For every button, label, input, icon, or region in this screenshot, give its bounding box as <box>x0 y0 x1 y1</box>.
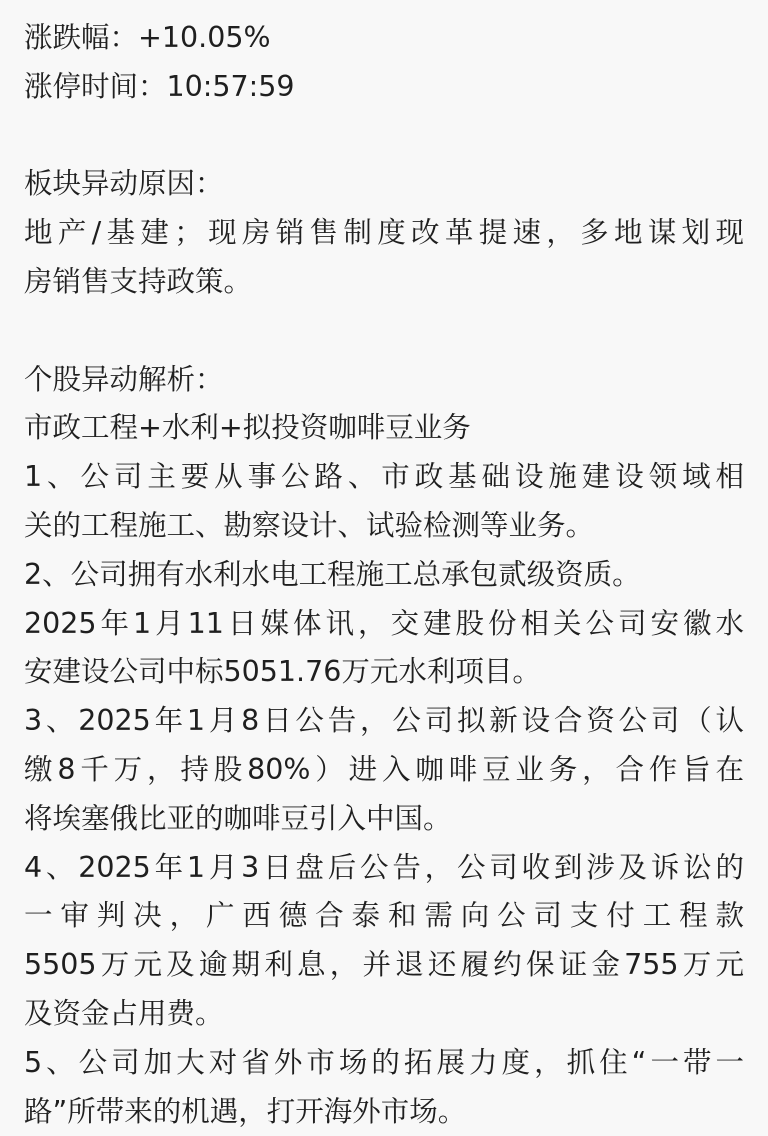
limit-time-label: 涨停时间： <box>24 69 167 103</box>
stock-line: 缴8千万，持股80%）进入咖啡豆业务，合作旨在 <box>24 752 744 786</box>
stock-line: 5505万元及逾期利息，并退还履约保证金755万元 <box>24 948 744 982</box>
change-value: +10.05% <box>138 21 271 54</box>
sector-line: 地产/基建；现房销售制度改革提速，多地谋划现 <box>24 216 744 250</box>
spacer <box>24 112 746 161</box>
limit-time-row <box>24 63 746 112</box>
stock-tags: 市政工程+水利+拟投资咖啡豆业务 <box>24 411 471 445</box>
stock-line: 3、2025年1月8日公告，公司拟新设合资公司（认 <box>24 704 744 738</box>
stock-line: 5、公司加大对省外市场的拓展力度，抓住“一带一 <box>24 1045 744 1079</box>
stock-heading: 个股异动解析： <box>24 362 224 396</box>
article-body <box>24 14 746 1136</box>
stock-line: 一审判决，广西德合泰和需向公司支付工程款 <box>24 899 744 933</box>
stock-line: 及资金占用费。 <box>24 996 224 1030</box>
stock-line: 4、2025年1月3日盘后公告，公司收到涉及诉讼的 <box>24 850 744 884</box>
stock-line: 路”所带来的机遇，打开海外市场。 <box>24 1094 467 1128</box>
stock-line: 将埃塞俄比亚的咖啡豆引入中国。 <box>24 801 452 835</box>
stock-line: 2025年1月11日媒体讯，交建股份相关公司安徽水 <box>24 606 744 640</box>
limit-time-value: 10:57:59 <box>166 69 295 103</box>
sector-line: 房销售支持政策。 <box>24 264 253 298</box>
change-label: 涨跌幅： <box>24 21 139 54</box>
stock-line: 2、公司拥有水利水电工程施工总承包贰级资质。 <box>24 557 641 591</box>
change-row <box>24 14 746 63</box>
stock-line: 1、公司主要从事公路、市政基础设施建设领域相 <box>24 460 744 494</box>
sector-heading: 板块异动原因： <box>24 167 224 201</box>
stock-line: 关的工程施工、勘察设计、试验检测等业务。 <box>24 508 595 542</box>
stock-line: 安建设公司中标5051.76万元水利项目。 <box>24 655 541 689</box>
spacer <box>24 307 746 356</box>
